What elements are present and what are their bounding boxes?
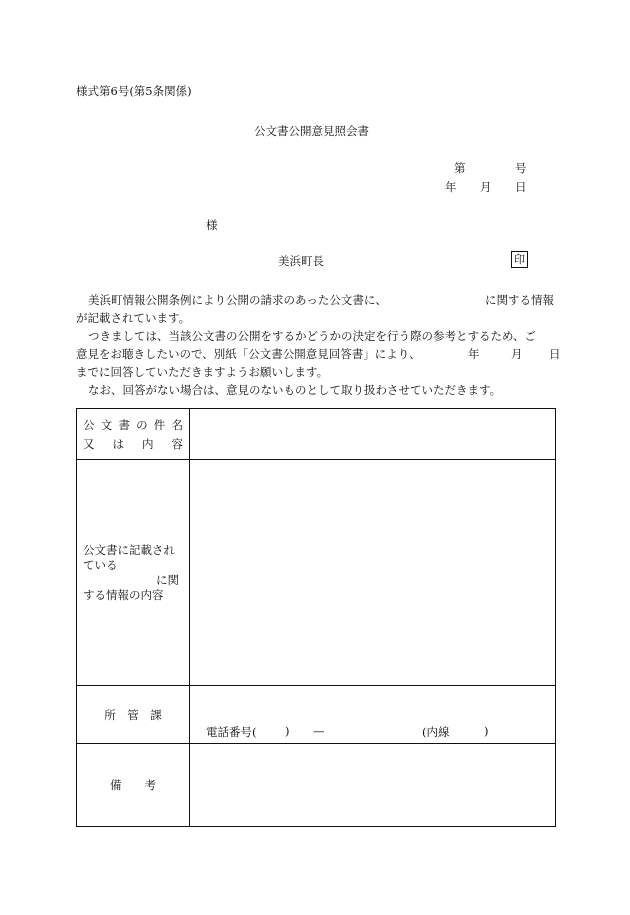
label-department: 所 管 課 xyxy=(77,686,190,744)
extension-close: ) xyxy=(484,724,489,738)
paragraph-1-end: に関する情報 xyxy=(485,293,554,307)
reply-month: 月 xyxy=(511,347,523,361)
paragraph-1-cont: が記載されています。 xyxy=(76,311,191,325)
field-info-content[interactable] xyxy=(190,460,556,686)
sender-name: 美浜町長 xyxy=(278,254,324,268)
paragraph-2-start: つきましては、当該公文書の公開をするかどうかの決定を行う際の参考とするため、ご xyxy=(88,329,537,343)
document-title: 公文書公開意見照会書 xyxy=(254,124,369,138)
number-go: 号 xyxy=(515,161,527,175)
paragraph-1-start: 美浜町情報公開条例により公開の請求のあった公文書に、 xyxy=(88,293,387,307)
paragraph-3: なお、回答がない場合は、意見のないものとして取り扱わさせていただきます。 xyxy=(88,383,502,397)
form-table xyxy=(76,408,556,827)
seal-box: 印 xyxy=(511,251,528,268)
date-year: 年 xyxy=(445,180,457,194)
row-department xyxy=(77,686,556,744)
phone-dash: — xyxy=(313,724,325,738)
row-info-content xyxy=(77,460,556,686)
form-number: 様式第6号(第5条関係) xyxy=(76,84,192,98)
label-line-2: 又 は 内 容 xyxy=(83,436,183,451)
paragraph-2-mid: 意見をお聴きしたいので、別紙「公文書公開意見回答書」により、 xyxy=(76,347,421,361)
field-department[interactable] xyxy=(190,686,556,744)
field-remarks[interactable] xyxy=(190,744,556,827)
number-dai: 第 xyxy=(454,161,466,175)
label-line-1: 公 文 書 の 件 名 xyxy=(83,417,183,432)
row-document-subject xyxy=(77,409,556,460)
label-remarks: 備 考 xyxy=(77,744,190,827)
reply-day: 日 xyxy=(549,347,561,361)
date-month: 月 xyxy=(480,180,492,194)
addressee-honorific: 様 xyxy=(206,218,218,232)
label-info-content: 公文書に記載され ている に関 する情報の内容 xyxy=(77,460,190,686)
field-document-subject[interactable] xyxy=(190,409,556,460)
date-day: 日 xyxy=(515,180,527,194)
row-remarks xyxy=(77,744,556,827)
phone-close: ) xyxy=(285,724,290,738)
extension-label: (内線 xyxy=(422,725,450,739)
label-document-subject xyxy=(77,409,190,460)
body-text xyxy=(76,291,560,399)
paragraph-2-end: までに回答していただきますようお願いします。 xyxy=(76,365,329,379)
reply-year: 年 xyxy=(468,347,480,361)
phone-label: 電話番号( xyxy=(206,725,257,739)
